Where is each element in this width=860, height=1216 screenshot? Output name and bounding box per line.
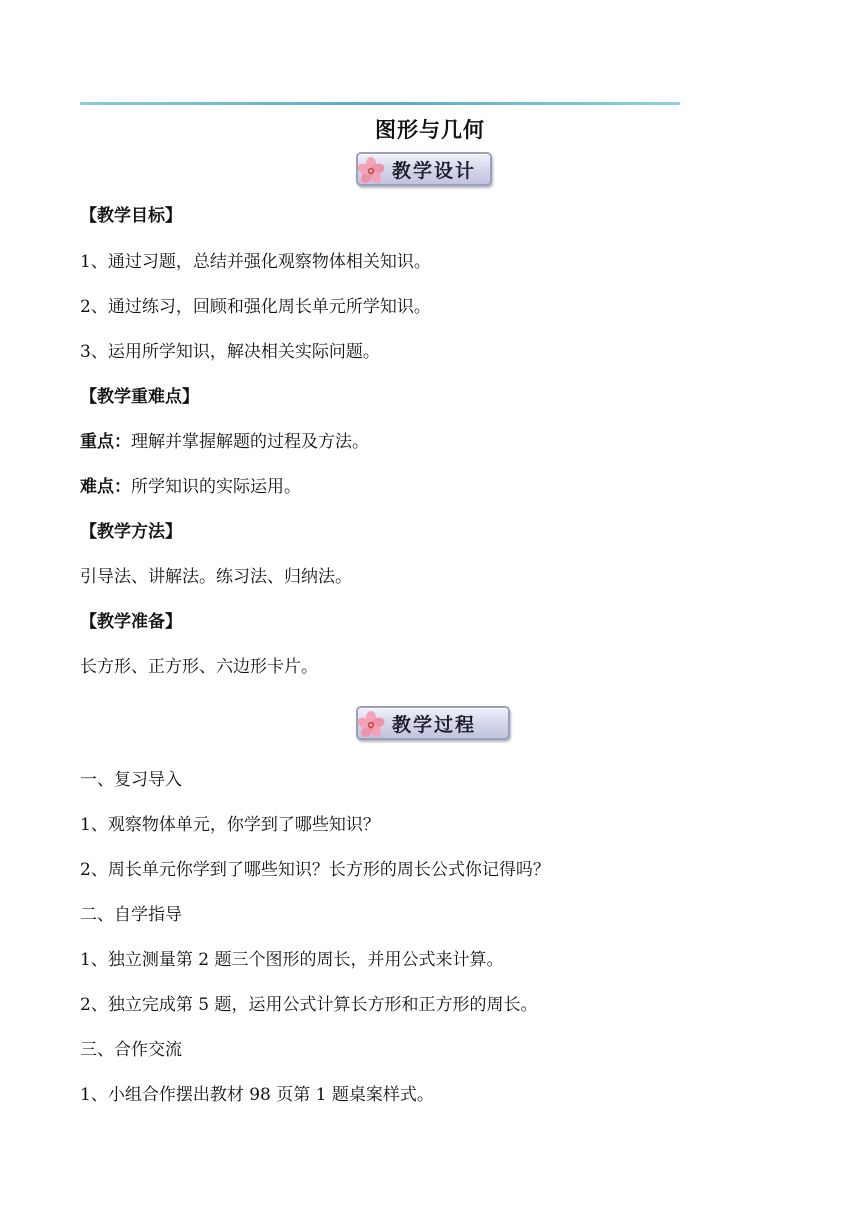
self-study-item: 1、独立测量第 2 题三个图形的周长，并用公式来计算。 — [80, 950, 504, 970]
banner-label: 教学设计 — [392, 160, 477, 182]
objectives-heading: 【教学目标】 — [80, 206, 182, 226]
preparation-heading: 【教学准备】 — [80, 612, 182, 632]
banner-teaching-process — [356, 706, 510, 740]
banner-teaching-design — [356, 152, 492, 186]
page-title: 图形与几何 — [375, 118, 485, 142]
flower-icon — [354, 154, 388, 188]
key-point-text: 理解并掌握解题的过程及方法。 — [131, 432, 369, 452]
banner-label: 教学过程 — [392, 714, 477, 736]
review-heading: 一、复习导入 — [80, 770, 182, 790]
objective-item: 3、运用所学知识，解决相关实际问题。 — [80, 342, 380, 362]
method-heading: 【教学方法】 — [80, 522, 182, 542]
review-item: 1、观察物体单元，你学到了哪些知识？ — [80, 815, 380, 835]
review-item: 2、周长单元你学到了哪些知识？长方形的周长公式你记得吗？ — [80, 860, 550, 880]
flower-icon — [354, 708, 388, 742]
key-point-line — [80, 430, 369, 454]
preparation-text: 长方形、正方形、六边形卡片。 — [80, 657, 318, 677]
objective-item: 2、通过练习，回顾和强化周长单元所学知识。 — [80, 297, 431, 317]
key-points-heading: 【教学重难点】 — [80, 387, 199, 407]
cooperation-item: 1、小组合作摆出教材 98 页第 1 题桌案样式。 — [80, 1085, 434, 1105]
key-point-label: 重点： — [80, 432, 131, 452]
difficulty-label: 难点： — [80, 477, 131, 497]
difficulty-line — [80, 475, 301, 499]
difficulty-text: 所学知识的实际运用。 — [131, 477, 301, 497]
self-study-item: 2、独立完成第 5 题，运用公式计算长方形和正方形的周长。 — [80, 995, 538, 1015]
header-rule — [80, 102, 680, 105]
cooperation-heading: 三、合作交流 — [80, 1040, 182, 1060]
self-study-heading: 二、自学指导 — [80, 905, 182, 925]
objective-item: 1、通过习题，总结并强化观察物体相关知识。 — [80, 252, 431, 272]
method-text: 引导法、讲解法。练习法、归纳法。 — [80, 567, 352, 587]
